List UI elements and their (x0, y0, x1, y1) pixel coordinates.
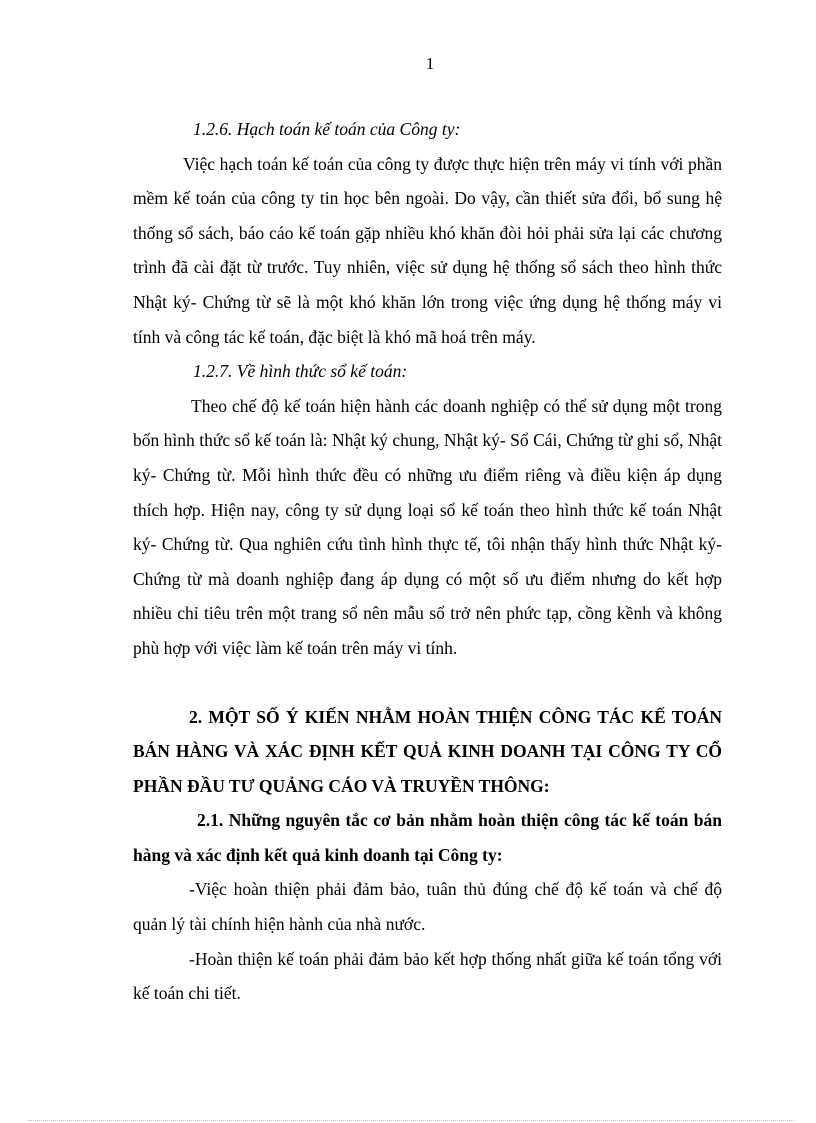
page-number: 1 (425, 54, 435, 73)
principle-item-2: -Hoàn thiện kế toán phải đảm bảo kết hợp thống nhất giữa kế toán tổng với kế toán chi tiết. (133, 948, 722, 1004)
section-heading-1-2-7: 1.2.7. Về hình thức sổ kế toán: (193, 361, 408, 382)
paragraph-bookkeeping-forms: Theo chế độ kế toán hiện hành các doanh nghiệp có thể sử dụng một trong bốn hình thức sổ kế toán là: Nhật ký chung, Nhật ký- Sổ Cái, Chứng từ ghi sổ, Nhật ký- Chứng từ. Mỗi hình thức đều có những ưu điểm riêng và điều kiện áp dụng thích hợp. Hiện nay, công ty sử dụng loại sổ kế toán theo hình thức kế toán Nhật ký- Chứng từ. Qua nghiên cứu tình hình thực tế, tôi nhận thấy hình thức Nhật ký- Chứng từ mà doanh nghiệp đang áp dụng có một số ưu điểm nhưng do kết hợp nhiều chỉ tiêu trên một trang sổ nên mẫu sổ trở nên phức tạp, cồng kềnh và không phù hợp với việc làm kế toán trên máy vi tính. (133, 395, 722, 658)
document-body (133, 112, 722, 1011)
page-bottom-divider (28, 1120, 794, 1121)
section-heading-1-2-6: 1.2.6. Hạch toán kế toán của Công ty: (193, 119, 461, 139)
section-title-2: 2. MỘT SỐ Ý KIẾN NHẰM HOÀN THIỆN CÔNG TÁC KẾ TOÁN BÁN HÀNG VÀ XÁC ĐỊNH KẾT QUẢ KINH DOANH TẠI CÔNG TY CỔ PHẦN ĐẦU TƯ QUẢNG CÁO VÀ TRUYỀN THÔNG: (133, 706, 722, 796)
subsection-title-2-1: 2.1. Những nguyên tắc cơ bản nhằm hoàn thiện công tác kế toán bán hàng và xác định kết quả kinh doanh tại Công ty: (133, 810, 722, 865)
paragraph-accounting-software: Việc hạch toán kế toán của công ty được thực hiện trên máy vi tính với phần mềm kế toán của công ty tin học bên ngoài. Do vậy, cần thiết sửa đổi, bổ sung hệ thống sổ sách, báo cáo kế toán gặp nhiều khó khăn đòi hỏi phải sửa lại các chương trình đã cài đặt từ trước. Tuy nhiên, việc sử dụng hệ thống sổ sách theo hình thức Nhật ký- Chứng từ sẽ là một khó khăn lớn trong việc ứng dụng hệ thống máy vi tính và công tác kế toán, đặc biệt là khó mã hoá trên máy. (133, 153, 722, 347)
principle-item-1: -Việc hoàn thiện phải đảm bảo, tuân thủ đúng chế độ kế toán và chế độ quản lý tài chính hiện hành của nhà nước. (133, 879, 722, 935)
